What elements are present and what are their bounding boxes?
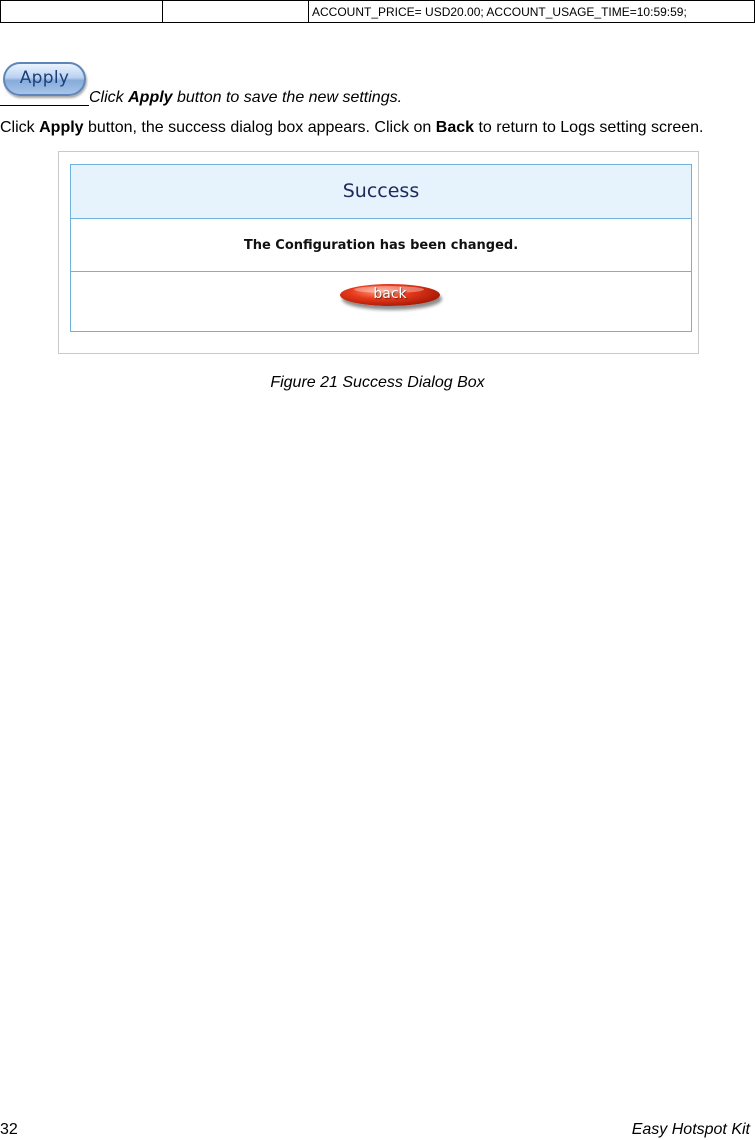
dialog-button-row	[71, 272, 691, 331]
dialog-header	[71, 165, 691, 219]
apply-caption-suffix: button to save the new settings.	[172, 89, 403, 106]
table-cell-empty-2	[163, 1, 309, 23]
table-cell-empty-1	[1, 1, 163, 23]
apply-button[interactable]	[3, 62, 86, 96]
figure-caption: Figure 21 Success Dialog Box	[270, 374, 485, 391]
back-button-label: back	[373, 286, 407, 302]
dialog-message: The Configuration has been changed.	[243, 237, 519, 253]
dialog-title: Success	[342, 179, 420, 202]
paragraph-bold-back: Back	[435, 119, 475, 136]
document-title: Easy Hotspot Kit	[631, 1121, 750, 1138]
back-button[interactable]	[340, 284, 440, 306]
paragraph-text-2: button, the success dialog box appears. Click on	[83, 119, 436, 136]
paragraph-text-1: Click	[0, 119, 40, 136]
table-row	[1, 1, 755, 23]
success-dialog-screenshot	[58, 151, 699, 354]
apply-underline	[0, 105, 89, 106]
instruction-paragraph	[0, 119, 703, 137]
paragraph-bold-apply: Apply	[39, 119, 84, 136]
page-number: 32	[0, 1121, 18, 1138]
apply-caption-prefix: Click	[89, 89, 129, 106]
account-settings-table	[0, 0, 755, 23]
table-cell-account-values: ACCOUNT_PRICE= USD20.00; ACCOUNT_USAGE_TIME=10:59:59;	[309, 1, 755, 23]
apply-button-label: Apply	[19, 68, 70, 88]
apply-caption	[89, 89, 402, 107]
apply-caption-bold: Apply	[128, 89, 173, 106]
success-dialog	[70, 164, 692, 332]
apply-instruction	[0, 60, 755, 110]
dialog-message-row	[71, 219, 691, 272]
paragraph-text-3: to return to Logs setting screen.	[474, 119, 704, 136]
